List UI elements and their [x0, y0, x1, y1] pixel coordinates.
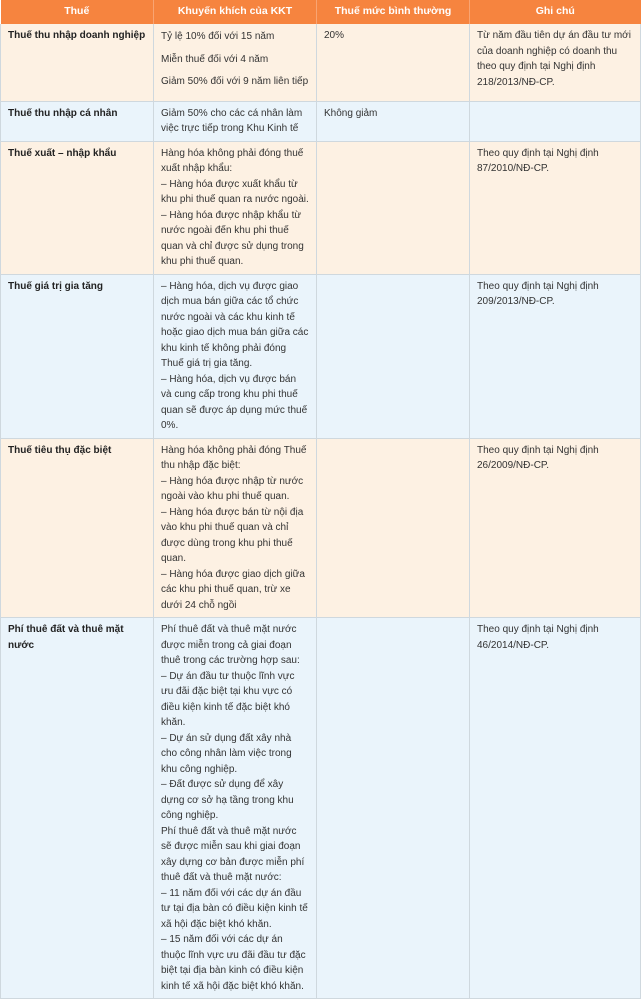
header-incentive: Khuyến khích của KKT	[154, 0, 317, 24]
table-row	[1, 274, 641, 438]
tax-name-cell: Thuế thu nhập doanh nghiệp	[1, 24, 154, 101]
tax-name-cell: Thuế thu nhập cá nhân	[1, 101, 154, 141]
incentive-line: Phí thuê đất và thuê mặt nước sẽ được miễn sau khi giai đoạn xây dựng cơ bản được miễn phí thuê đất và thuê mặt nước:	[161, 825, 305, 883]
incentive-line: – 11 năm đối với các dự án đầu tư tại địa bàn có điều kiện kinh tế xã hội đặc biệt khó khăn.	[161, 887, 308, 930]
tax-name-cell: Phí thuê đất và thuê mặt nước	[1, 618, 154, 999]
table-header-row	[1, 0, 641, 24]
incentive-line: – Hàng hóa được nhập khẩu từ nước ngoài đến khu phi thuế quan và chỉ được sử dụng trong khu phi thuế quan.	[161, 209, 304, 267]
incentive-line: – Hàng hóa được xuất khẩu từ khu phi thuế quan ra nước ngoài.	[161, 178, 309, 205]
normal-rate-cell: 20%	[317, 24, 470, 101]
incentive-line: – Hàng hóa được giao dịch giữa các khu phi thuế quan, trừ xe dưới 24 chỗ ngồi	[161, 568, 305, 611]
incentive-cell	[154, 101, 317, 141]
incentive-line: – Hàng hóa, dịch vụ được giao dịch mua bán giữa các tổ chức nước ngoài và các khu kinh tế hoặc giao dịch mua bán giữa các khu kinh tế không phải đóng Thuế giá trị gia tăng.	[161, 280, 309, 369]
tax-name-cell: Thuế tiêu thụ đặc biệt	[1, 438, 154, 618]
table-row	[1, 141, 641, 274]
incentive-cell	[154, 274, 317, 438]
note-cell: Theo quy định tại Nghị định 46/2014/NĐ-CP.	[470, 618, 641, 999]
header-normal-rate: Thuế mức bình thường	[317, 0, 470, 24]
incentive-line: Tỷ lệ 10% đối với 15 năm	[161, 31, 275, 42]
note-cell: Theo quy định tại Nghị định 87/2010/NĐ-CP.	[470, 141, 641, 274]
normal-rate-cell	[317, 438, 470, 618]
note-cell: Theo quy định tại Nghị định 209/2013/NĐ-CP.	[470, 274, 641, 438]
incentive-line: – Đất được sử dụng để xây dựng cơ sở hạ tầng trong khu công nghiệp.	[161, 779, 294, 821]
incentive-line: – Hàng hóa, dịch vụ được bán và cung cấp trong khu phi thuế quan sẽ được áp dụng mức thuế 0%.	[161, 373, 308, 431]
incentive-line: – Hàng hóa được bán từ nội địa vào khu phi thuế quan và chỉ được dùng trong khu phi thuế quan.	[161, 506, 304, 564]
normal-rate-cell	[317, 618, 470, 999]
incentive-line: – 15 năm đối với các dự án thuộc lĩnh vực ưu đãi đầu tư đặc biệt tại địa bàn kinh có điều kiện kinh tế xã hội đặc biệt khó khăn.	[161, 934, 306, 992]
incentive-line: Miễn thuế đối với 4 năm	[161, 53, 269, 65]
incentive-line: – Dự án sử dụng đất xây nhà cho công nhân làm việc trong khu công nghiệp.	[161, 732, 292, 775]
header-note: Ghi chú	[470, 0, 641, 24]
normal-rate-cell: Không giảm	[317, 101, 470, 141]
incentive-line: Hàng hóa không phải đóng thuế xuất nhập khẩu:	[161, 147, 304, 174]
incentive-cell	[154, 438, 317, 618]
table-row	[1, 24, 641, 101]
incentive-cell	[154, 141, 317, 274]
tax-name-cell: Thuế giá trị gia tăng	[1, 274, 154, 438]
normal-rate-cell	[317, 141, 470, 274]
note-cell	[470, 101, 641, 141]
incentive-cell	[154, 618, 317, 999]
incentive-line: – Hàng hóa được nhập từ nước ngoài vào khu phi thuế quan.	[161, 475, 304, 502]
tax-name-cell: Thuế xuất – nhập khẩu	[1, 141, 154, 274]
note-cell: Theo quy định tại Nghị định 26/2009/NĐ-CP.	[470, 438, 641, 618]
header-tax: Thuế	[1, 0, 154, 24]
table-row	[1, 618, 641, 999]
table-row	[1, 101, 641, 141]
incentive-line: – Dự án đầu tư thuộc lĩnh vực ưu đãi đặc biệt tại khu vực có điều kiện kinh tế đặc biệt khó khăn.	[161, 670, 295, 728]
table-row	[1, 438, 641, 618]
normal-rate-cell	[317, 274, 470, 438]
incentive-line: Giảm 50% đối với 9 năm liên tiếp	[161, 76, 309, 87]
incentive-cell	[154, 24, 317, 101]
incentive-line: Giảm 50% cho các cá nhân làm việc trực tiếp trong Khu Kinh tế	[161, 107, 303, 134]
note-cell: Từ năm đầu tiên dự án đầu tư mới của doanh nghiệp có doanh thu theo quy định tại Nghị định 218/2013/NĐ-CP.	[470, 24, 641, 101]
incentive-line: Hàng hóa không phải đóng Thuế thu nhập đặc biệt:	[161, 444, 307, 471]
incentive-line: Phí thuê đất và thuê mặt nước được miễn trong cả giai đoạn thuê trong các trường hợp sau:	[161, 624, 300, 666]
